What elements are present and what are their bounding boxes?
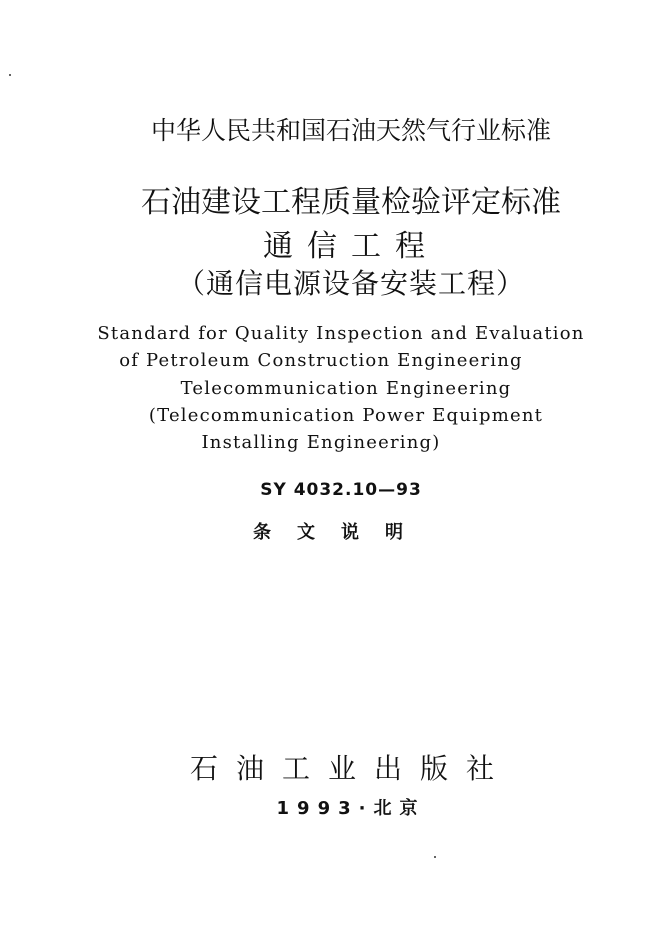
english-title-line-4: (Telecommunication Power Equipment [148, 405, 544, 426]
section-label: 条文说明 [253, 522, 429, 543]
document-title: 石油建设工程质量检验评定标准 [141, 185, 561, 220]
publication-date-place: 1993·北京 [276, 798, 426, 819]
industry-standard-heading: 中华人民共和国石油天然气行业标准 [150, 116, 551, 145]
document-subtitle-parenthetical: （通信电源设备安装工程） [176, 267, 525, 300]
english-title-line-5: Installing Engineering) [201, 432, 441, 453]
english-title-line-1: Standard for Quality Inspection and Evaluation [97, 323, 585, 344]
english-title-line-3: Telecommunication Engineering [180, 378, 512, 399]
standard-number: SY 4032.10—93 [260, 480, 422, 500]
document-subtitle: 通信工程 [263, 229, 439, 264]
publisher-name: 石油工业出版社 [189, 752, 512, 785]
english-title-line-2: of Petroleum Construction Engineering [119, 350, 523, 371]
scan-speck [434, 856, 436, 858]
scan-speck [9, 74, 11, 76]
